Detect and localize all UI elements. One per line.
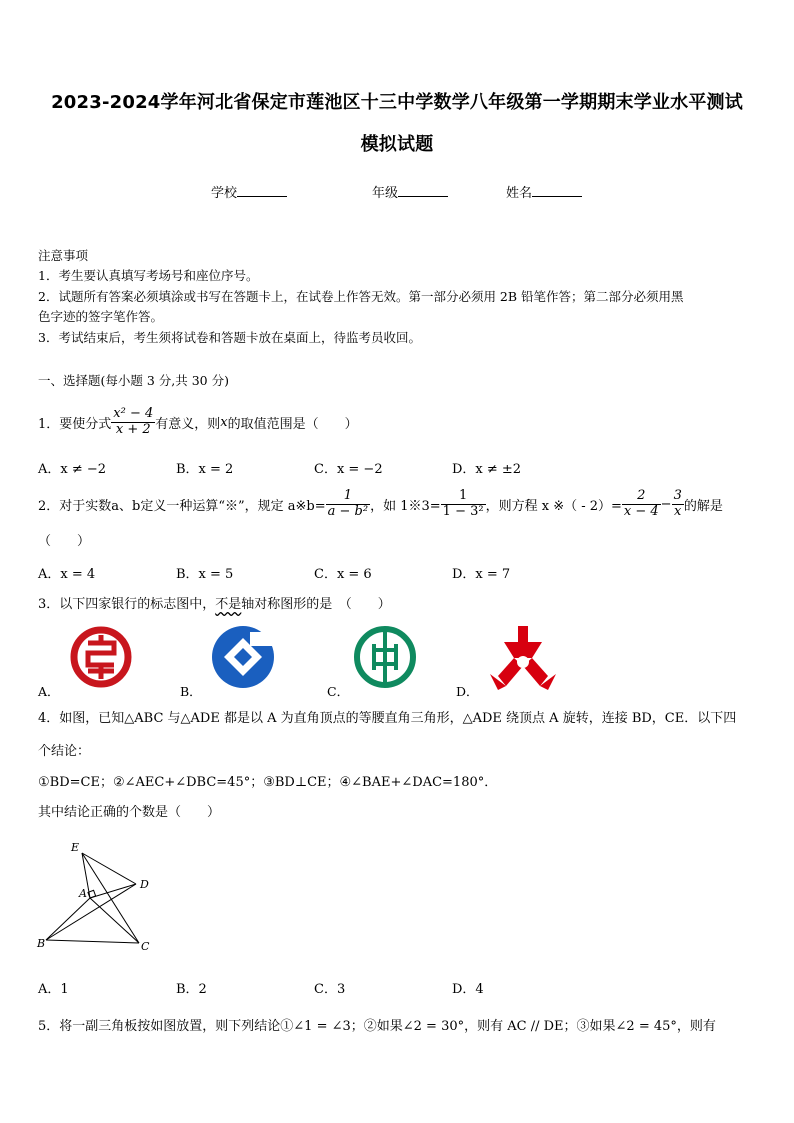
question-2 [38, 482, 723, 526]
q4-option-b: B．2 [176, 982, 207, 997]
q4-line-1: 4．如图，已知△ABC 与△ADE 都是以 A 为直角顶点的等腰直角三角形，△ADE 绕顶点 A 旋转，连接 BD，CE．以下四 [38, 711, 737, 726]
notice-heading: 注意事项 [38, 248, 89, 263]
q3-emph: 不是 [215, 597, 242, 612]
q4-option-a: A．1 [38, 982, 69, 997]
abc-logo-icon [352, 624, 418, 690]
q1-suffix2: 的取值范围是（ ） [227, 416, 358, 432]
q2-f2-denominator: 1 − 3² [442, 503, 484, 519]
name-blank [532, 184, 582, 197]
q3-suffix: 轴对称图形的是 （ ） [241, 597, 391, 612]
q1-prefix: 1．要使分式 [38, 416, 112, 432]
q2-f4-denominator: x [674, 503, 682, 519]
q1-numerator: x² − 4 [113, 406, 154, 422]
q1-option-a: A．x ≠ −2 [38, 462, 107, 477]
question-1 [38, 400, 358, 444]
name-label: 姓名 [506, 186, 533, 201]
label-b: B [37, 937, 46, 950]
q2-f3-numerator: 2 [622, 489, 661, 504]
q2-fraction-3 [622, 489, 661, 519]
question-3 [38, 593, 391, 612]
q2-f1-numerator: 1 [326, 489, 370, 504]
label-a: A [79, 887, 87, 900]
q2-f2-numerator: 1 [441, 489, 486, 504]
q4-line-2: 个结论： [38, 744, 91, 759]
q2-f3-denominator: x − 4 [623, 503, 659, 519]
grade-label: 年级 [372, 186, 399, 201]
notice-item-1: 1．考生要认真填写考场号和座位序号。 [38, 268, 259, 283]
grade-blank [398, 184, 448, 197]
paper-title-line1: 2023-2024学年河北省保定市莲池区十三中学数学八年级第一学期期末学业水平测试 [51, 92, 743, 113]
q2-f4-numerator: 3 [673, 488, 682, 504]
q3-option-b: B． [180, 684, 202, 699]
notice-item-2a: 2．试题所有答案必须填涂或书写在答题卡上，在试卷上作答无效。第一部分必须用 2B 铅笔作答；第二部分必须用黑 [38, 289, 684, 304]
q1-option-d: D．x ≠ ±2 [452, 462, 522, 477]
name-field [506, 182, 582, 201]
notice-item-3: 3．考试结束后，考生须将试卷和答题卡放在桌面上，待监考员收回。 [38, 330, 421, 345]
q4-option-c: C．3 [314, 982, 346, 997]
q1-suffix: 有意义，则 [155, 416, 221, 432]
q2-fraction-2 [441, 489, 486, 519]
q3-option-c: C． [327, 684, 350, 699]
q3-option-a: A． [38, 684, 60, 699]
ccb-logo-icon [210, 624, 276, 690]
q2-option-b: B．x = 5 [176, 567, 234, 582]
q1-var: x [220, 414, 228, 430]
boc-logo-icon [488, 624, 560, 690]
q2-fraction-1 [326, 489, 370, 519]
q2-suffix: 的解是 [683, 498, 723, 514]
label-c: C [141, 940, 150, 953]
q1-denominator: x + 2 [115, 421, 151, 437]
school-field [211, 182, 287, 201]
q1-fraction [111, 407, 155, 437]
q4-option-d: D．4 [452, 982, 484, 997]
section-heading: 一、选择题(每小题 3 分,共 30 分) [38, 373, 229, 388]
q4-line-4: 其中结论正确的个数是（ ） [38, 805, 221, 820]
label-e: E [71, 841, 80, 854]
q3-option-d: D． [456, 684, 479, 699]
q3-prefix: 3．以下四家银行的标志图中， [38, 597, 216, 612]
q4-conclusions: ①BD=CE；②∠AEC+∠DBC=45°；③BD⊥CE；④∠BAE+∠DAC=180°． [38, 775, 498, 790]
q1-option-b: B．x = 2 [176, 462, 234, 477]
label-d: D [140, 878, 149, 891]
q2-mid2: ，则方程 x ※（ - 2）= [485, 498, 622, 514]
paper-title-line2: 模拟试题 [360, 134, 434, 155]
q4-geometry-figure [32, 836, 162, 958]
q2-mid1: ，如 1※3= [370, 498, 441, 514]
q5-line-1: 5．将一副三角板按如图放置，则下列结论①∠1 = ∠3；②如果∠2 = 30°，则有 AC // DE；③如果∠2 = 45°，则有 [38, 1019, 716, 1034]
q2-option-c: C．x = 6 [314, 567, 372, 582]
grade-field [372, 182, 448, 201]
school-blank [237, 184, 287, 197]
q2-f1-denominator: a − b² [327, 503, 369, 519]
q2-paren: （ ） [38, 534, 91, 549]
notice-item-2b: 色字迹的签字笔作答。 [38, 309, 164, 324]
q2-fraction-4 [672, 489, 684, 519]
school-label: 学校 [211, 186, 238, 201]
q2-option-d: D．x = 7 [452, 567, 511, 582]
q2-minus: − [660, 496, 672, 512]
q2-prefix: 2．对于实数a、b定义一种运算“※”，规定 a※b= [38, 498, 326, 514]
q2-option-a: A．x = 4 [38, 567, 96, 582]
icbc-logo-icon [68, 625, 138, 689]
q1-option-c: C．x = −2 [314, 462, 383, 477]
